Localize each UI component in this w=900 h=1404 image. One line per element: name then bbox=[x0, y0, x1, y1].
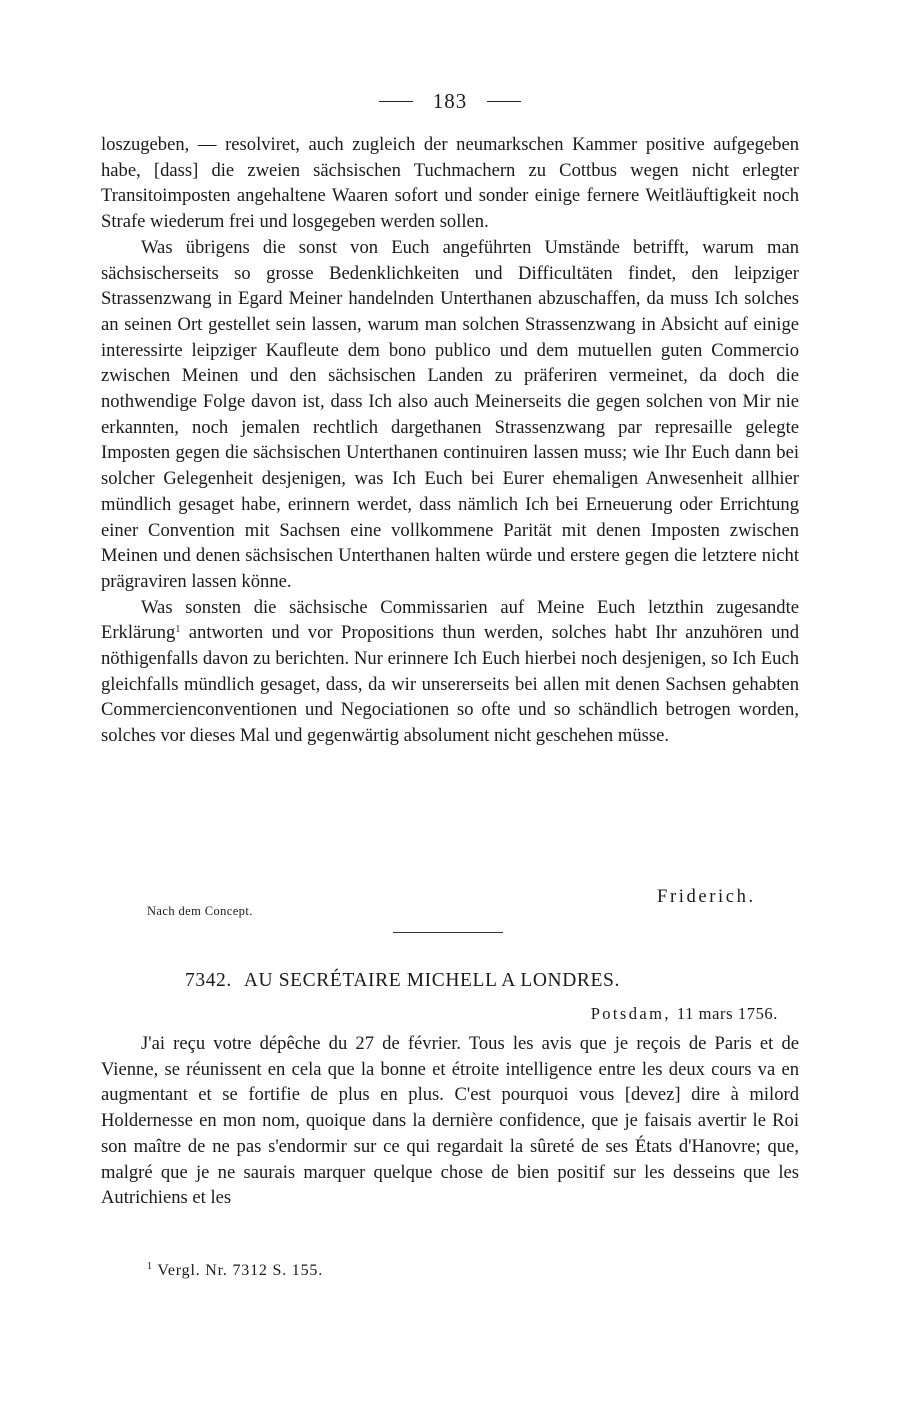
footnote-reference: 1 bbox=[175, 624, 181, 636]
footnote-marker: 1 bbox=[147, 1261, 153, 1272]
page-number: 183 bbox=[432, 88, 468, 113]
paragraph-continuation: loszugeben, — resolviret, auch zugleich der neumarkschen Kammer positive aufgegeben habe, [dass] die zweien sächsischen Tuchmachern zu Cottbus wegen nicht erlegter Transitoimposten angehaltene Waaren sofort und sonder einige fernere Weitläuftigkeit noch Strafe wiederum frei und losgegeben werden sollen. bbox=[101, 134, 799, 233]
paragraph-commissarien bbox=[101, 595, 799, 749]
dateline-date: 11 mars 1756. bbox=[676, 1004, 778, 1023]
section-divider bbox=[393, 932, 503, 933]
paragraph-text: Was sonsten die sächsische Commissarien auf Meine Euch letzthin zugesandte Erklärung bbox=[101, 596, 799, 644]
page-header bbox=[0, 86, 900, 116]
source-note: Nach dem Concept. bbox=[147, 904, 253, 918]
dateline-place: Potsdam, bbox=[590, 1004, 671, 1023]
header-rule-right bbox=[487, 101, 521, 102]
letter-7342-body bbox=[101, 1031, 799, 1211]
document-title: AU SECRÉTAIRE MICHELL A LONDRES. bbox=[243, 970, 620, 991]
document-heading bbox=[185, 970, 620, 992]
signature: Friderich. bbox=[657, 886, 756, 907]
paragraph-depeche: J'ai reçu votre dépêche du 27 de février. Tous les avis que je reçois de Paris et de Vienne, se réunissent en cela que la bonne et étroite intelligence entre les deux cours va en augmentant et se fortifie de plus en plus. C'est pourquoi vous [devez] dire à milord Holdernesse en mon nom, quoique dans la dernière confidence, que je faisais avertir le Roi son maître de ne pas s'endormir sur ce qui regardait la sûreté de ses États d'Hanovre; que, malgré que je ne saurais marquer quelque chose de bien positif sur les desseins que les Autrichiens et les bbox=[101, 1033, 799, 1209]
letter-body bbox=[101, 132, 799, 749]
footnote-text: Vergl. Nr. 7312 S. 155. bbox=[152, 1262, 323, 1279]
header-rule-left bbox=[379, 101, 413, 102]
document-number: 7342. bbox=[185, 970, 232, 991]
footnote bbox=[147, 1262, 323, 1280]
paragraph-text: antworten und vor Propositions thun werden, solches habt Ihr anzuhören und nöthigenfalls davon zu berichten. Nur erinnere Ich Euch hierbei noch desjenigen, so Ich Euch gleichfalls mündlich gesaget, dass, da wir unsererseits bei allen mit denen Sachsen gehabten Commercienconventionen und Negociationen so ofte und so schändlich betrogen worden, solches vor dieses Mal und gegenwärtig absolument nicht geschehen müsse. bbox=[101, 622, 799, 747]
dateline bbox=[591, 1004, 778, 1024]
paragraph-umstaende: Was übrigens die sonst von Euch angeführten Umstände betrifft, warum man sächsischerseits so grosse Bedenklichkeiten und Difficultäten findet, den leipziger Strassenzwang in Egard Meiner handelnden Unterthanen abzuschaffen, da muss Ich solches an seinen Ort gestellet sein lassen, warum man solchen Strassenzwang in Absicht auf einige interessirte leipziger Kaufleute dem bono publico und dem mutuellen guten Commercio zwischen Meinen und den sächsischen Landen zu präferiren vermeinet, da doch die nothwendige Folge davon ist, dass Ich also auch Meinerseits die gegen solchen von Mir nie erkannten, noch jemalen rechtlich dargethanen Strassenzwang par represaille gelegte Imposten gegen die sächsischen Unterthanen continuiren lassen muss; wie Ihr Euch dann bei solcher Gelegenheit desjenigen, was Ich Euch bei Eurer ehemaligen Anwesenheit allhier mündlich gesaget habe, erinnern werdet, dass nämlich Ich bei Erneuerung oder Errichtung einer Convention mit Sachsen eine vollkommene Parität mit denen Imposten zwischen Meinen und denen sächsischen Unterthanen halten würde und erstere gegen die letztere nicht prägraviren lassen könne. bbox=[101, 236, 799, 592]
